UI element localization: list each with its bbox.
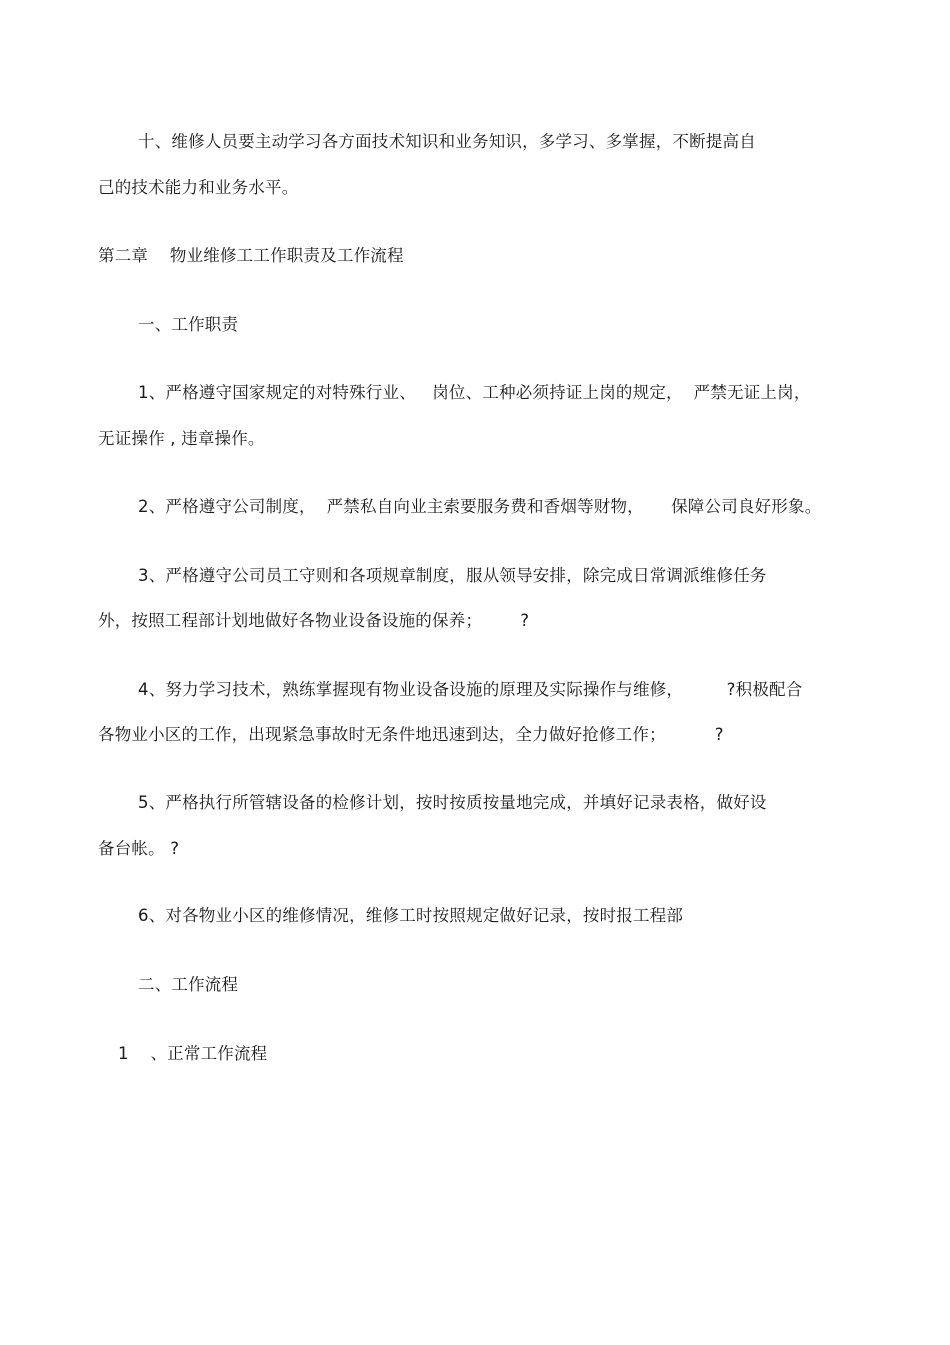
duty-1-line-1: 1、严格遵守国家规定的对特殊行业、 岗位、工种必须持证上岗的规定， 严禁无证上岗， — [138, 383, 811, 402]
duty-5-line-2: 备台帐。 ? — [98, 839, 180, 858]
section-2-heading: 二、工作流程 — [138, 975, 239, 994]
duty-3-line-2: 外，按照工程部计划地做好各物业设备设施的保养； ? — [98, 611, 530, 630]
chapter-2-heading: 第二章 物业维修工工作职责及工作流程 — [98, 246, 404, 265]
rule-10-line-2: 己的技术能力和业务水平。 — [98, 178, 299, 197]
section-1-heading: 一、工作职责 — [138, 315, 239, 334]
rule-10-line-1: 十、维修人员要主动学习各方面技术知识和业务知识，多学习、多掌握，不断提高自 — [138, 132, 756, 151]
duty-1-line-2: 无证操作 , 违章操作。 — [98, 429, 265, 448]
duty-3-line-1: 3、严格遵守公司员工守则和各项规章制度，服从领导安排，除完成日常调派维修任务 — [138, 566, 767, 585]
subsection-1-heading: 1 、正常工作流程 — [118, 1044, 268, 1063]
duty-4-line-1: 4、努力学习技术，熟练掌握现有物业设备设施的原理及实际操作与维修， ?积极配合 — [138, 680, 803, 699]
duty-5-line-1: 5、严格执行所管辖设备的检修计划，按时按质按量地完成，并填好记录表格，做好设 — [138, 793, 767, 812]
duty-4-line-2: 各物业小区的工作，出现紧急事故时无条件地迅速到达，全力做好抢修工作； ? — [98, 725, 724, 744]
duty-2-line-1: 2、严格遵守公司制度， 严禁私自向业主索要服务费和香烟等财物， 保障公司良好形象。 — [138, 497, 822, 516]
duty-6-line-1: 6、对各物业小区的维修情况，维修工时按照规定做好记录，按时报工程部 — [138, 906, 684, 925]
